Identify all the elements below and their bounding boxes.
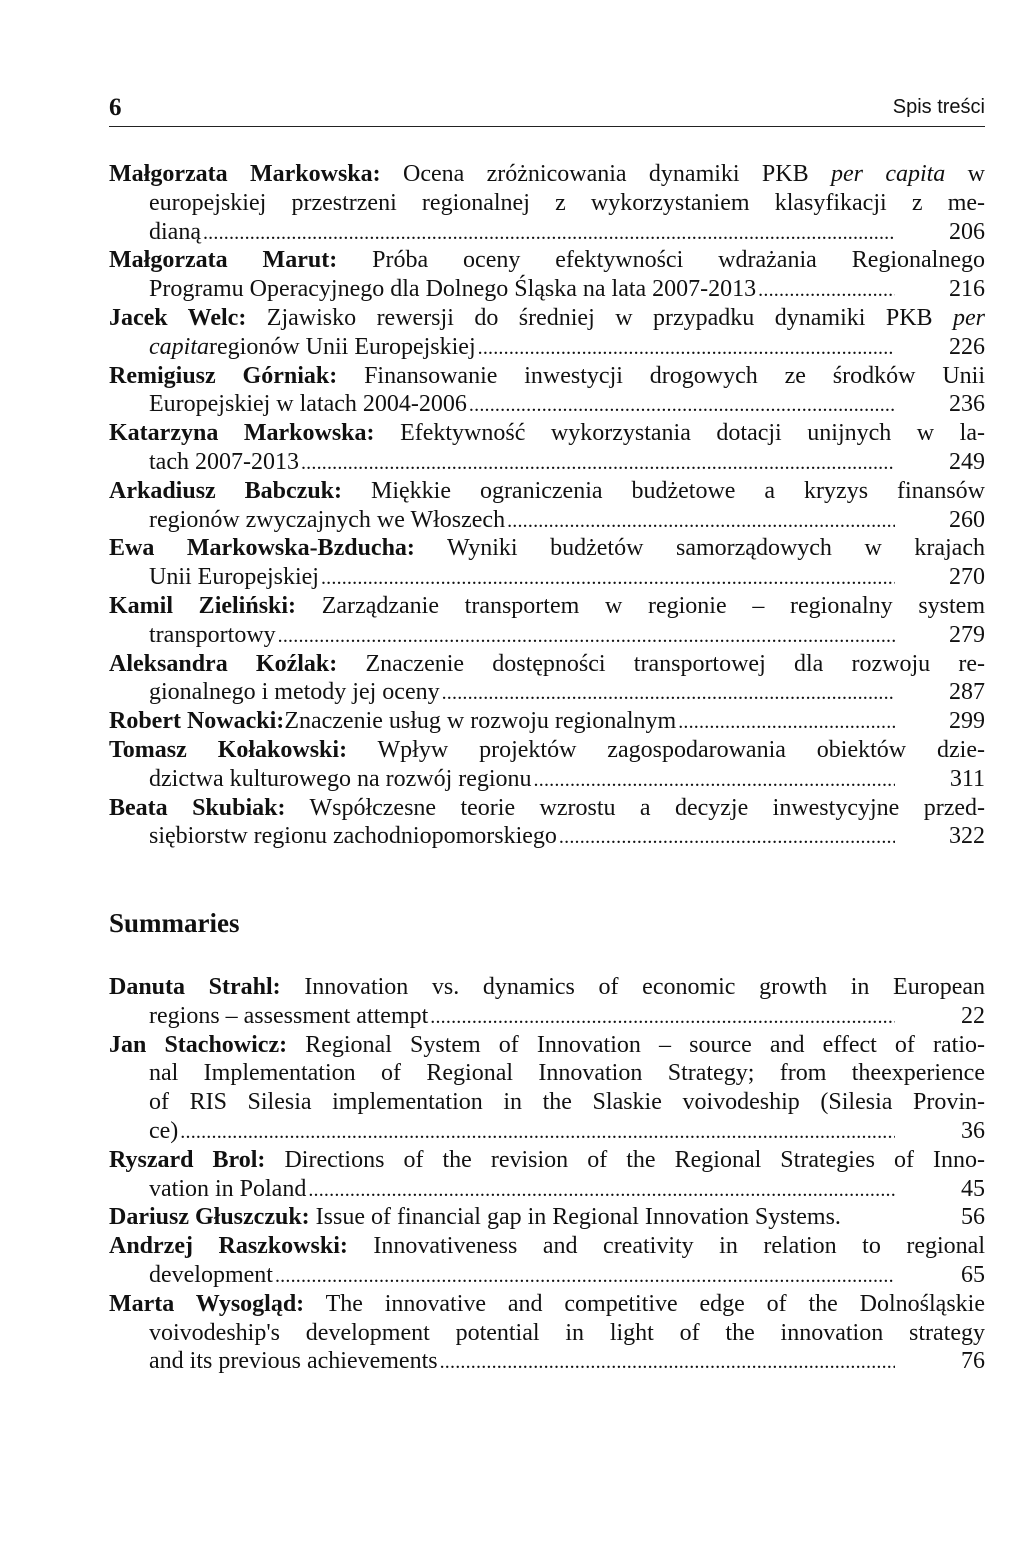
toc-title: per capita <box>830 161 946 187</box>
toc-title: Efektywność wykorzystania dotacji unijnych w la- <box>374 420 985 447</box>
toc-entry[interactable] <box>109 1031 985 1146</box>
toc-entry[interactable] <box>109 534 985 592</box>
toc-title: Próba oceny efektywności wdrażania Regionalnego <box>337 247 985 274</box>
toc-list-en <box>109 973 985 1376</box>
toc-title: dianą <box>149 218 201 245</box>
page-number: 6 <box>109 94 122 121</box>
toc-title: Innovation vs. dynamics of economic growth in European <box>280 974 985 1000</box>
toc-entry[interactable] <box>109 592 985 650</box>
leader-dots <box>278 621 895 651</box>
toc-author: Arkadiusz Babczuk: <box>109 477 343 504</box>
toc-title: Współczesne teorie wzrostu a decyzje inwestycyjne przed- <box>285 794 985 821</box>
section-title: Spis treści <box>892 96 985 118</box>
toc-entry[interactable] <box>109 160 985 246</box>
toc-title: Europejskiej w latach 2004-2006 <box>149 391 467 418</box>
toc-page-number: 270 <box>949 564 985 591</box>
toc-author: Kamil Zieliński: <box>109 592 297 619</box>
toc-title: Issue of financial gap in Regional Innovation Systems. <box>309 1204 841 1231</box>
toc-title: Directions of the revision of the Regional Strategies of Inno- <box>265 1146 986 1173</box>
leader-dots <box>469 390 895 420</box>
toc-title: The innovative and competitive edge of the Dolnośląskie <box>304 1290 985 1317</box>
toc-page-number: 76 <box>961 1348 985 1375</box>
toc-title: regions – assessment attempt <box>149 1002 429 1029</box>
toc-author: Beata Skubiak: <box>109 794 286 821</box>
leader-dots <box>203 218 895 248</box>
toc-title: siębiorstw regionu zachodniopomorskiego <box>149 823 557 850</box>
leader-dots <box>308 1175 895 1205</box>
toc-page-number: 279 <box>949 621 985 648</box>
leader-dots <box>442 678 895 708</box>
toc-entry[interactable] <box>109 1203 985 1232</box>
leader-dots <box>440 1347 895 1377</box>
toc-page-number: 311 <box>949 765 985 792</box>
toc-title: Wyniki budżetów samorządowych w krajach <box>414 535 985 562</box>
toc-page-number: 260 <box>949 506 985 533</box>
toc-entry[interactable] <box>109 477 985 535</box>
toc-title: gionalnego i metody jej oceny <box>149 679 440 706</box>
toc-entry[interactable] <box>109 794 985 852</box>
toc-author: Robert Nowacki: <box>109 708 285 735</box>
toc-title: Ocena zróżnicowania dynamiki PKB <box>380 161 831 187</box>
toc-title: and its previous achievements <box>149 1348 438 1375</box>
toc-title: w <box>945 161 985 187</box>
toc-entry[interactable] <box>109 973 985 1031</box>
toc-page-number: 206 <box>949 218 985 245</box>
toc-entry[interactable] <box>109 736 985 794</box>
toc-page-number: 322 <box>949 823 985 850</box>
leader-dots <box>478 333 895 363</box>
toc-author: Ryszard Brol: <box>109 1146 266 1173</box>
toc-title: ce) <box>149 1117 179 1144</box>
leader-dots <box>321 563 895 593</box>
toc-page-number: 226 <box>949 333 985 360</box>
toc-page-number: 65 <box>961 1261 985 1288</box>
leader-dots <box>275 1261 895 1291</box>
toc-author: Katarzyna Markowska: <box>109 420 375 447</box>
leader-dots <box>430 1002 895 1032</box>
toc-page-number: 236 <box>949 391 985 418</box>
toc-page-number: 287 <box>949 679 985 706</box>
toc-page-number: 45 <box>961 1175 985 1202</box>
toc-title: europejskiej przestrzeni regionalnej z wykorzystaniem klasyfikacji z me- <box>149 189 985 216</box>
toc-title: capita <box>149 333 209 360</box>
toc-author: Danuta Strahl: <box>109 974 281 1000</box>
leader-dots <box>758 275 895 305</box>
toc-title: regionów zwyczajnych we Włoszech <box>149 506 506 533</box>
toc-page-number: 299 <box>949 708 985 735</box>
summaries-heading: Summaries <box>109 908 240 938</box>
toc-author: Dariusz Głuszczuk: <box>109 1204 310 1231</box>
toc-title: per <box>953 304 986 331</box>
toc-entry[interactable] <box>109 419 985 477</box>
toc-entry[interactable] <box>109 707 985 736</box>
toc-entry[interactable] <box>109 650 985 708</box>
toc-title: dzictwa kulturowego na rozwój regionu <box>149 765 532 792</box>
toc-title: voivodeship's development potential in light of the innovation strategy <box>149 1319 985 1346</box>
toc-title: Regional System of Innovation – source and effect of ratio- <box>287 1031 986 1058</box>
toc-entry[interactable] <box>109 246 985 304</box>
toc-entry[interactable] <box>109 1290 985 1376</box>
toc-page-number: 22 <box>961 1002 985 1029</box>
toc-list-pl <box>109 160 985 851</box>
toc-title: Znaczenie dostępności transportowej dla rozwoju re- <box>337 650 985 677</box>
toc-entry[interactable] <box>109 1146 985 1204</box>
toc-title: of RIS Silesia implementation in the Slaskie voivodeship (Silesia Provin- <box>149 1089 985 1116</box>
toc-title: vation in Poland <box>149 1175 307 1202</box>
toc-entry[interactable] <box>109 1232 985 1290</box>
toc-entry[interactable] <box>109 362 985 420</box>
leader-dots <box>534 765 895 795</box>
leader-dots <box>180 1117 895 1147</box>
toc-title: Wpływ projektów zagospodarowania obiektów dzie- <box>347 736 985 763</box>
toc-title: transportowy <box>149 621 276 648</box>
toc-author: Jan Stachowicz: <box>109 1031 288 1058</box>
toc-author: Ewa Markowska-Bzducha: <box>109 535 415 562</box>
toc-title: Unii Europejskiej <box>149 564 319 591</box>
toc-title: Znaczenie usług w rozwoju regionalnym <box>284 708 677 735</box>
toc-author: Tomasz Kołakowski: <box>109 736 348 763</box>
toc-title: regionów Unii Europejskiej <box>209 333 476 360</box>
toc-entry[interactable] <box>109 304 985 362</box>
toc-author: Aleksandra Koźlak: <box>109 650 338 677</box>
leader-dots <box>559 822 895 852</box>
toc-page-number: 56 <box>961 1204 985 1231</box>
toc-title: development <box>149 1261 273 1288</box>
leader-dots <box>301 448 895 478</box>
leader-dots <box>507 506 895 536</box>
toc-author: Marta Wysogląd: <box>109 1290 305 1317</box>
toc-author: Małgorzata Marut: <box>109 247 338 274</box>
toc-author: Remigiusz Górniak: <box>109 362 338 389</box>
toc-page-number: 249 <box>949 448 985 475</box>
toc-title: Innovativeness and creativity in relation to regional <box>347 1233 986 1260</box>
toc-title: Zarządzanie transportem w regionie – regionalny system <box>296 592 985 619</box>
toc-title: Programu Operacyjnego dla Dolnego Śląska na lata 2007-2013 <box>149 276 757 303</box>
toc-author: Małgorzata Markowska: <box>109 161 381 187</box>
toc-title: Zjawisko rewersji do średniej w przypadku dynamiki PKB <box>246 304 954 331</box>
toc-title: Miękkie ograniczenia budżetowe a kryzys finansów <box>342 477 985 504</box>
toc-title: nal Implementation of Regional Innovation Strategy; from theexperience <box>149 1060 985 1087</box>
toc-title: tach 2007-2013 <box>149 448 299 475</box>
toc-author: Andrzej Raszkowski: <box>109 1233 348 1260</box>
running-head <box>109 92 985 127</box>
toc-author: Jacek Welc: <box>109 304 247 331</box>
leader-dots <box>678 707 895 737</box>
toc-page-number: 216 <box>949 276 985 303</box>
toc-title: Finansowanie inwestycji drogowych ze środków Unii <box>337 362 986 389</box>
toc-page-number: 36 <box>961 1117 985 1144</box>
